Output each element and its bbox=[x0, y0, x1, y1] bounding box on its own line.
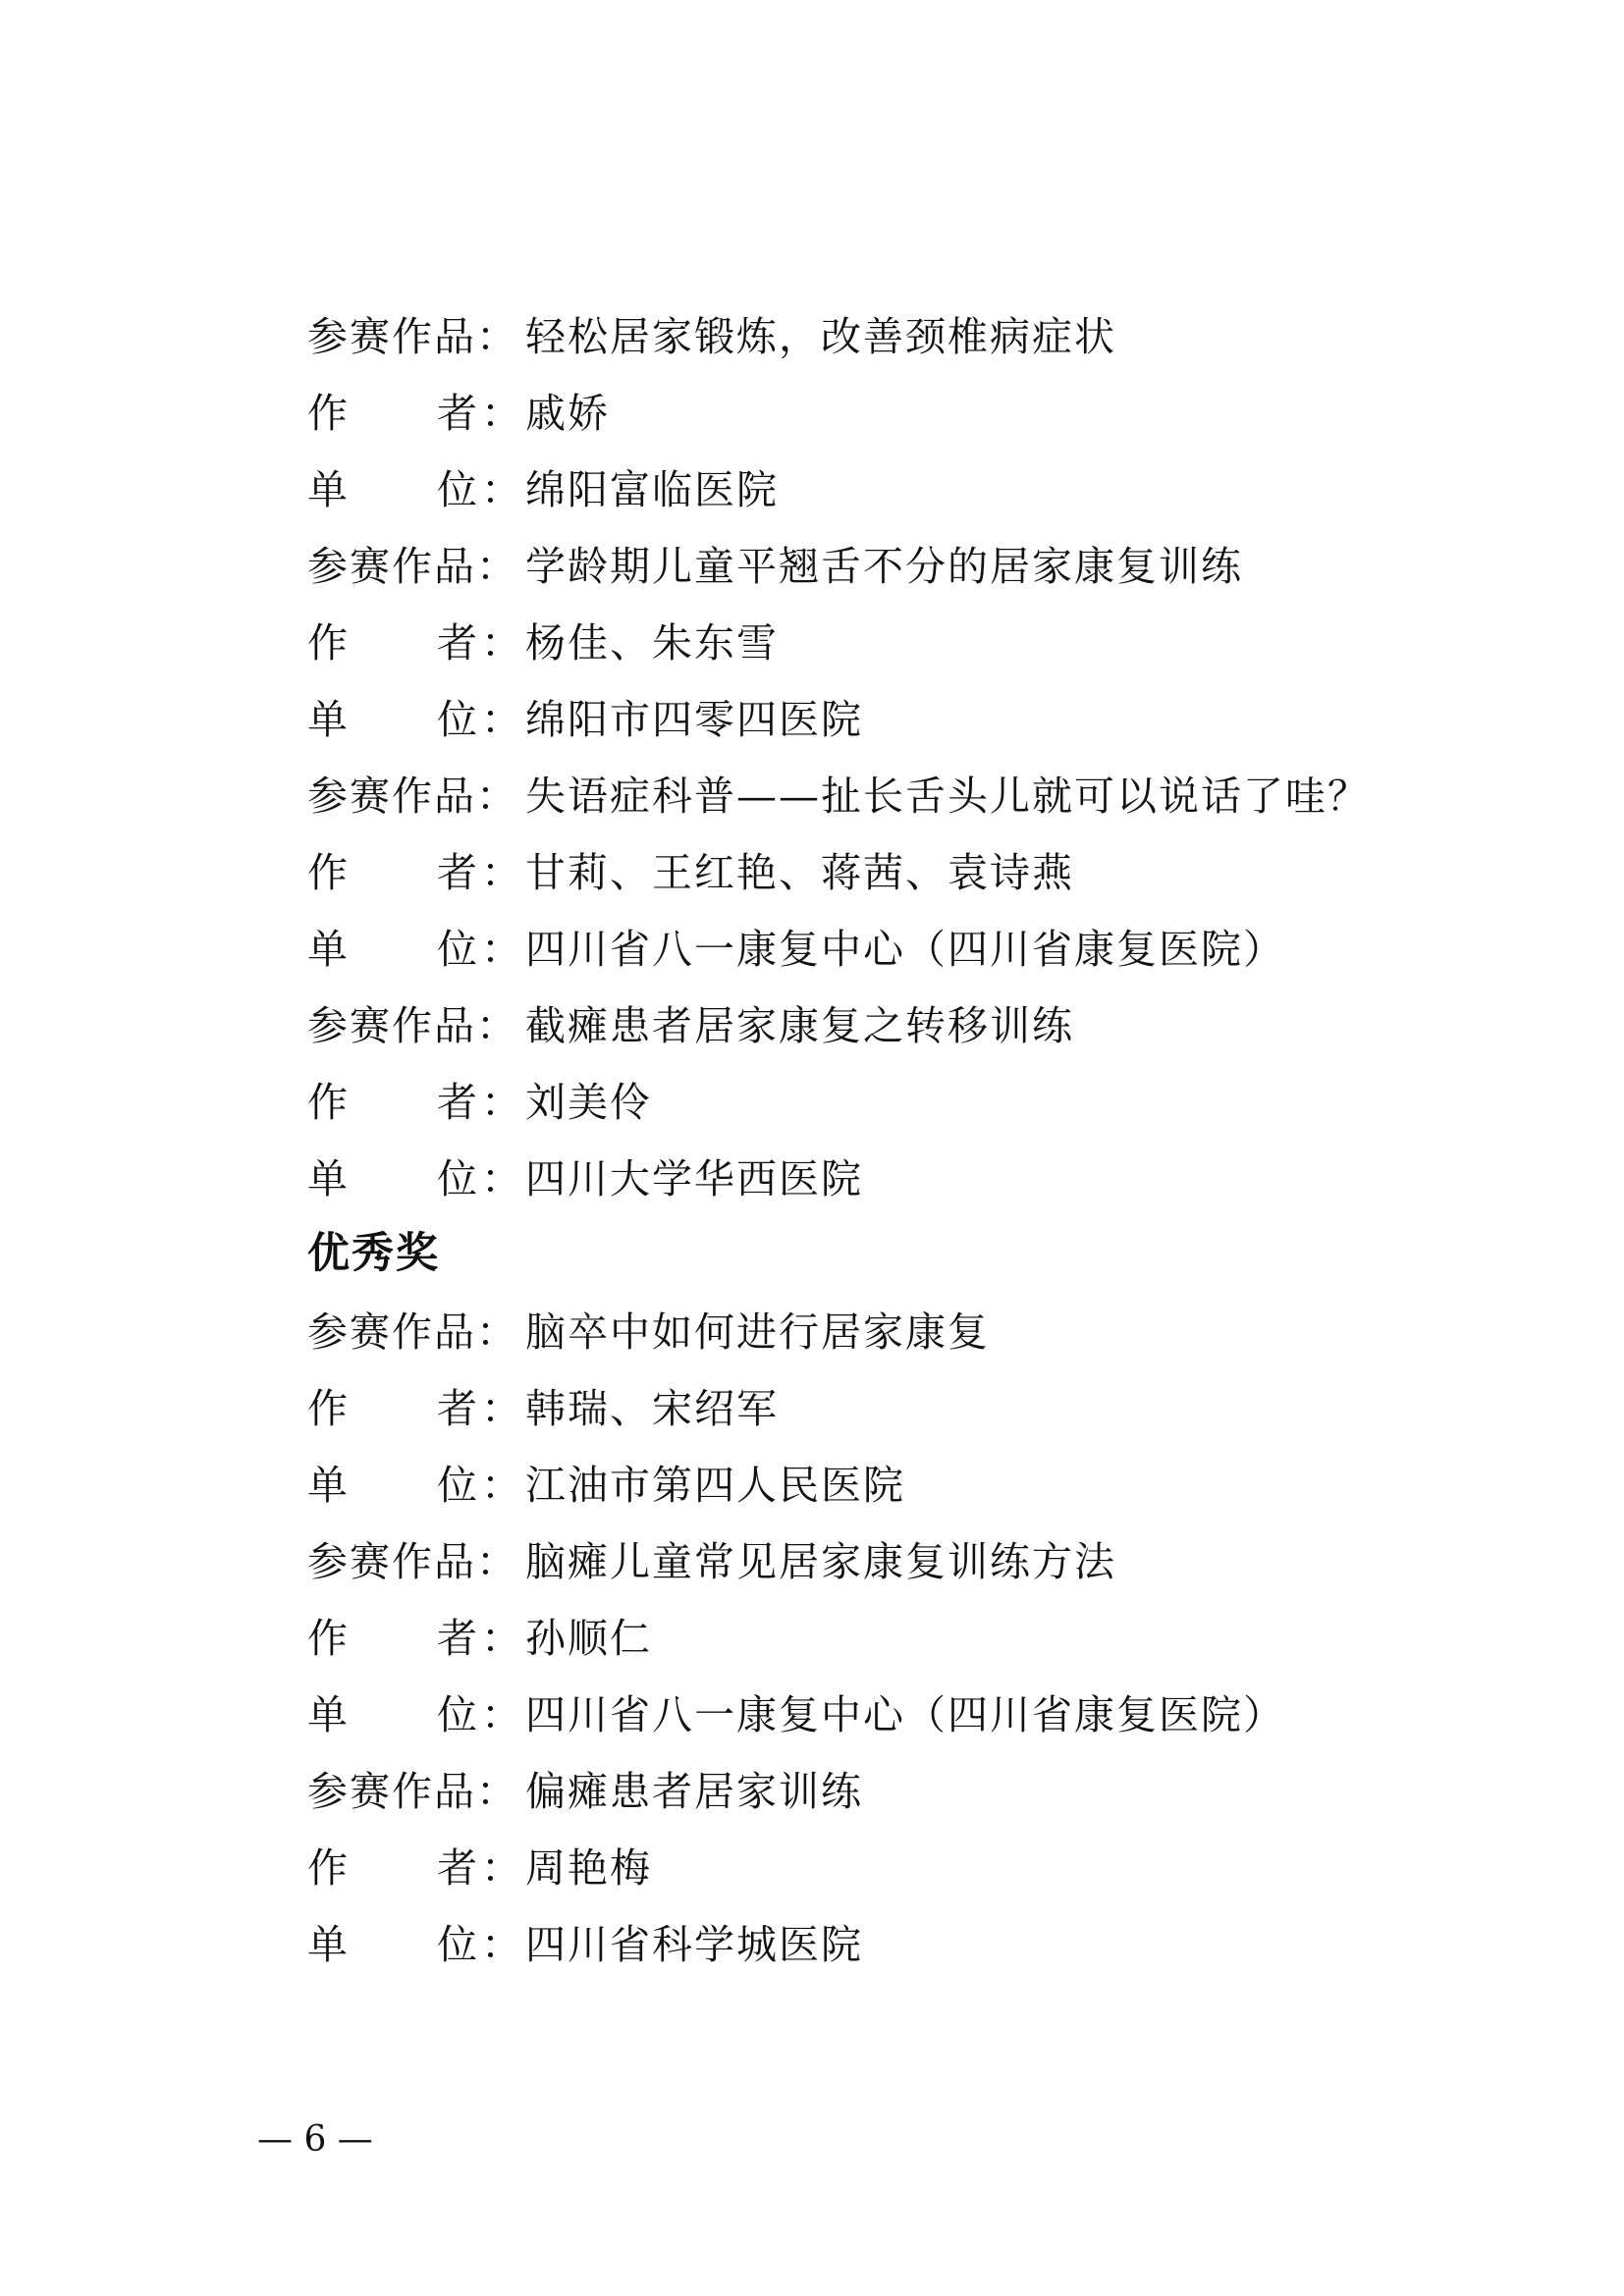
work-row bbox=[307, 996, 1074, 1055]
unit-row bbox=[307, 1456, 905, 1515]
work-title: 截瘫患者居家康复之转移训练 bbox=[525, 1002, 1074, 1049]
author-label-colon: ： bbox=[481, 390, 521, 437]
work-label: 参赛作品： bbox=[307, 773, 518, 820]
author-name: 戚娇 bbox=[525, 390, 610, 437]
unit-label-char-2: 位 bbox=[437, 466, 477, 513]
unit-row bbox=[307, 1915, 863, 1974]
unit-row bbox=[307, 460, 779, 519]
author-label bbox=[307, 614, 525, 672]
work-label: 参赛作品： bbox=[307, 1308, 518, 1356]
unit-label bbox=[307, 1456, 525, 1515]
author-label-char-1: 作 bbox=[307, 1079, 348, 1126]
unit-label-char-2: 位 bbox=[437, 1691, 477, 1738]
author-row bbox=[307, 1379, 779, 1438]
work-label: 参赛作品： bbox=[307, 1002, 518, 1049]
author-label-char-1: 作 bbox=[307, 1385, 348, 1432]
author-name: 刘美伶 bbox=[525, 1079, 652, 1126]
work-label: 参赛作品： bbox=[307, 543, 518, 590]
unit-label bbox=[307, 690, 525, 749]
unit-label-char-2: 位 bbox=[437, 926, 477, 973]
author-label-char-1: 作 bbox=[307, 1615, 348, 1662]
author-label-char-2: 者 bbox=[437, 619, 477, 667]
author-label bbox=[307, 843, 525, 902]
author-label-char-1: 作 bbox=[307, 849, 348, 896]
unit-label-char-2: 位 bbox=[437, 1921, 477, 1968]
unit-label-colon: ： bbox=[481, 1155, 521, 1202]
unit-label-char-1: 单 bbox=[307, 696, 348, 743]
work-title: 偏瘫患者居家训练 bbox=[525, 1768, 863, 1815]
work-row bbox=[307, 1303, 990, 1362]
unit-label-char-2: 位 bbox=[437, 1155, 477, 1202]
unit-label-char-1: 单 bbox=[307, 926, 348, 973]
unit-label-colon: ： bbox=[481, 926, 521, 973]
author-label-colon: ： bbox=[481, 1615, 521, 1662]
unit-label-char-2: 位 bbox=[437, 696, 477, 743]
work-label: 参赛作品： bbox=[307, 1538, 518, 1585]
author-name: 韩瑞、宋绍军 bbox=[525, 1385, 779, 1432]
author-name: 甘莉、王红艳、蒋茜、袁诗燕 bbox=[525, 849, 1074, 896]
unit-name: 四川省科学城医院 bbox=[525, 1921, 863, 1968]
unit-label-colon: ： bbox=[481, 1921, 521, 1968]
page-number: — 6 — bbox=[257, 2119, 373, 2160]
author-name: 孙顺仁 bbox=[525, 1615, 652, 1662]
author-label-char-1: 作 bbox=[307, 390, 348, 437]
unit-label bbox=[307, 1915, 525, 1974]
author-name: 周艳梅 bbox=[525, 1844, 652, 1892]
author-label-char-2: 者 bbox=[437, 1385, 477, 1432]
unit-label-char-1: 单 bbox=[307, 1921, 348, 1968]
work-title: 脑卒中如何进行居家康复 bbox=[525, 1308, 990, 1356]
unit-label-colon: ： bbox=[481, 1462, 521, 1509]
work-row bbox=[307, 307, 1116, 366]
unit-label-char-2: 位 bbox=[437, 1462, 477, 1509]
author-label-char-1: 作 bbox=[307, 619, 348, 667]
author-label-char-2: 者 bbox=[437, 1844, 477, 1892]
unit-label-colon: ： bbox=[481, 1691, 521, 1738]
author-row bbox=[307, 1073, 652, 1132]
section-heading: 优秀奖 bbox=[307, 1229, 440, 1278]
author-row bbox=[307, 843, 1074, 902]
unit-label-char-1: 单 bbox=[307, 1691, 348, 1738]
author-name: 杨佳、朱东雪 bbox=[525, 619, 779, 667]
author-label bbox=[307, 1073, 525, 1132]
work-row bbox=[307, 1762, 863, 1821]
author-label-colon: ： bbox=[481, 1844, 521, 1892]
author-row bbox=[307, 614, 779, 672]
unit-label bbox=[307, 1685, 525, 1744]
work-title: 轻松居家锻炼，改善颈椎病症状 bbox=[525, 313, 1116, 360]
unit-name: 绵阳富临医院 bbox=[525, 466, 779, 513]
unit-name: 绵阳市四零四医院 bbox=[525, 696, 863, 743]
unit-label bbox=[307, 1149, 525, 1208]
work-title: 学龄期儿童平翘舌不分的居家康复训练 bbox=[525, 543, 1243, 590]
author-label-char-2: 者 bbox=[437, 390, 477, 437]
unit-name: 四川省八一康复中心（四川省康复医院） bbox=[525, 926, 1285, 973]
author-label-colon: ： bbox=[481, 849, 521, 896]
unit-row bbox=[307, 690, 863, 749]
author-label-colon: ： bbox=[481, 1385, 521, 1432]
work-title: 脑瘫儿童常见居家康复训练方法 bbox=[525, 1538, 1116, 1585]
author-label-char-2: 者 bbox=[437, 849, 477, 896]
work-row bbox=[307, 767, 1370, 826]
work-label: 参赛作品： bbox=[307, 313, 518, 360]
author-label-char-2: 者 bbox=[437, 1615, 477, 1662]
work-row bbox=[307, 1532, 1116, 1591]
work-title: 失语症科普——扯长舌头儿就可以说话了哇？ bbox=[525, 773, 1370, 820]
unit-name: 四川大学华西医院 bbox=[525, 1155, 863, 1202]
unit-label-char-1: 单 bbox=[307, 466, 348, 513]
author-label-char-1: 作 bbox=[307, 1844, 348, 1892]
author-label-colon: ： bbox=[481, 1079, 521, 1126]
unit-label bbox=[307, 920, 525, 979]
author-row bbox=[307, 384, 610, 443]
unit-label-colon: ： bbox=[481, 466, 521, 513]
unit-row bbox=[307, 1149, 863, 1208]
unit-name: 四川省八一康复中心（四川省康复医院） bbox=[525, 1691, 1285, 1738]
unit-row bbox=[307, 920, 1285, 979]
work-label: 参赛作品： bbox=[307, 1768, 518, 1815]
author-label bbox=[307, 384, 525, 443]
work-row bbox=[307, 537, 1243, 596]
unit-name: 江油市第四人民医院 bbox=[525, 1462, 905, 1509]
author-row bbox=[307, 1839, 652, 1897]
unit-row bbox=[307, 1685, 1285, 1744]
author-label-colon: ： bbox=[481, 619, 521, 667]
unit-label-char-1: 单 bbox=[307, 1155, 348, 1202]
author-row bbox=[307, 1609, 652, 1668]
unit-label-char-1: 单 bbox=[307, 1462, 348, 1509]
author-label bbox=[307, 1609, 525, 1668]
author-label bbox=[307, 1839, 525, 1897]
unit-label-colon: ： bbox=[481, 696, 521, 743]
author-label-char-2: 者 bbox=[437, 1079, 477, 1126]
author-label bbox=[307, 1379, 525, 1438]
unit-label bbox=[307, 460, 525, 519]
